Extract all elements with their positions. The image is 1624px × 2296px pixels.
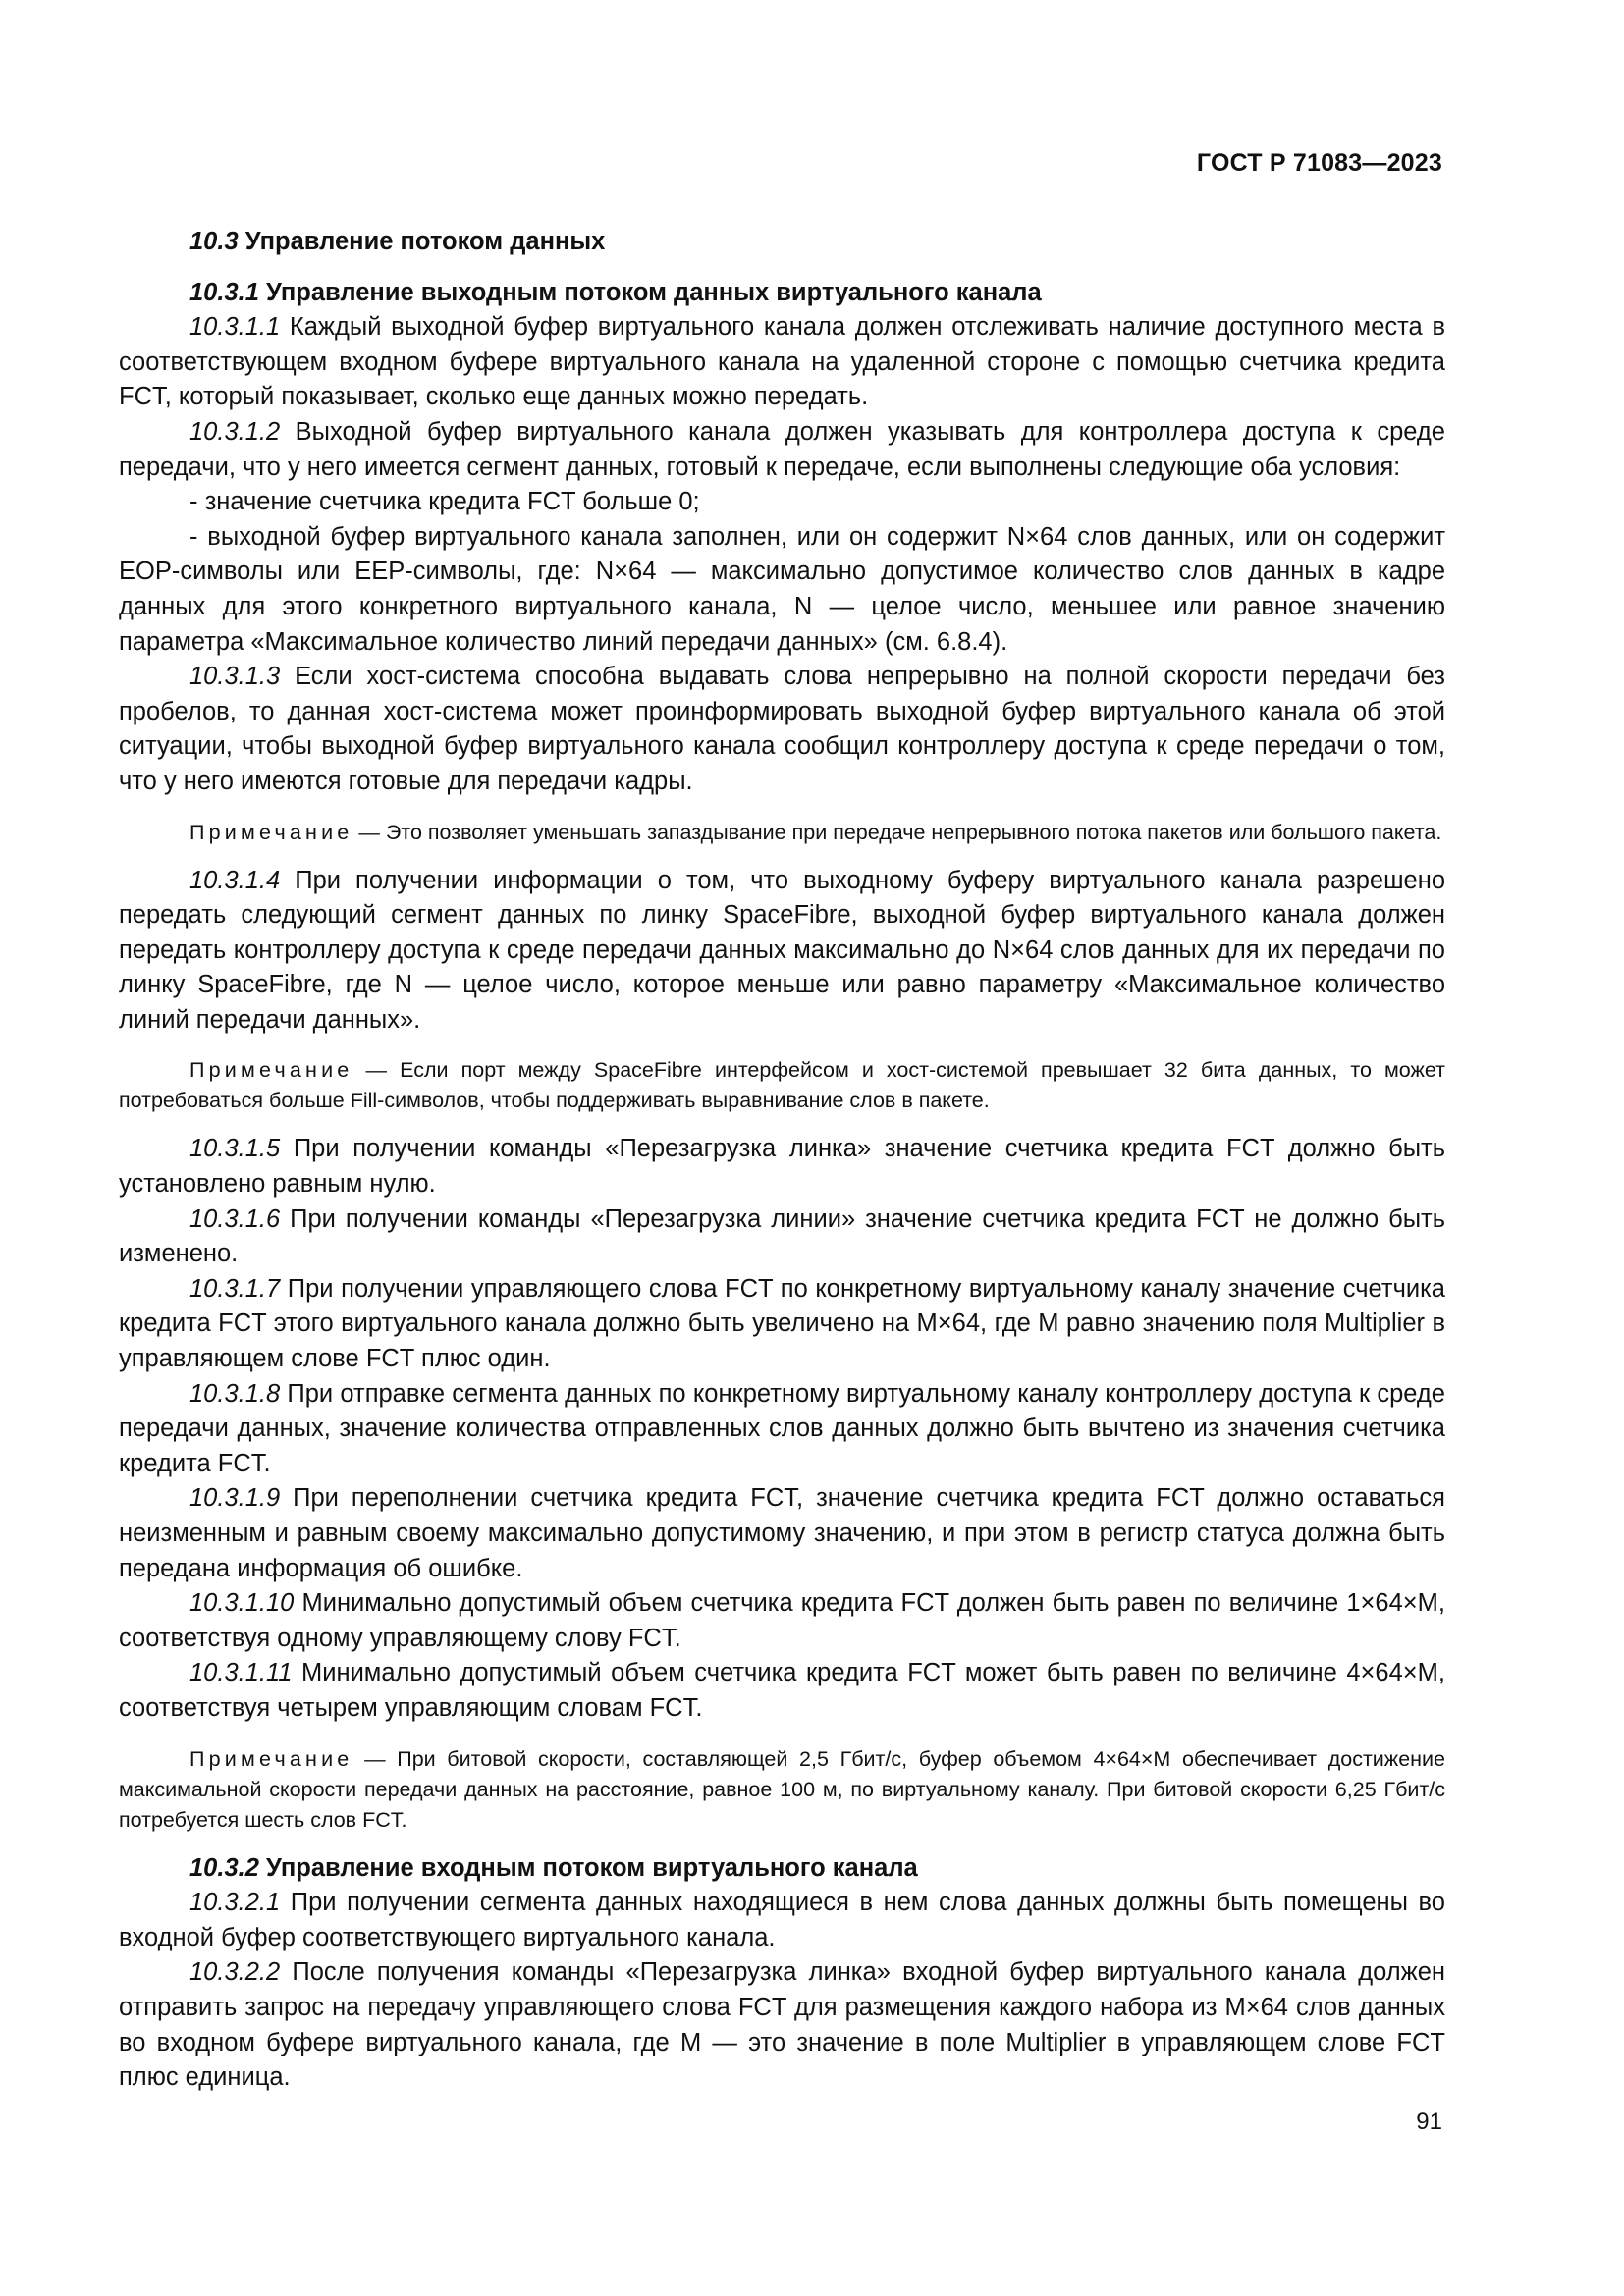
list-item: - выходной буфер виртуального канала заполнен, или он содержит N×64 слов данных, или он содержит ЕОР-символы или ЕЕР-символы, где: N×64 — максимально допустимое количество слов данных в кадре данных для этого конкретного виртуального канала, N — целое число, меньшее или равное значению параметра «Максимальное количество линий передачи данных» (см. 6.8.4). <box>119 522 1445 656</box>
subsection-number: 10.3.1 <box>189 278 259 306</box>
paragraph-text: При переполнении счетчика кредита FCT, значение счетчика кредита FCT должно оставаться неизменным и равным своему максимально допустимому значению, и при этом в регистр статуса должна быть передана информация об ошибке. <box>119 1484 1445 1582</box>
note-1 <box>119 818 1445 848</box>
paragraph-text: При получении информации о том, что выходному буферу виртуального канала разрешено передать следующий сегмент данных по линку SpaceFibre, выходной буфер виртуального канала должен передать контроллеру доступа к среде передачи данных максимально до N×64 слов данных для их передачи по линку SpaceFibre, где N — целое число, которое меньше или равно параметру «Максимальное количество линий передачи данных». <box>119 866 1445 1034</box>
note-text: — Если порт между SpaceFibre интерфейсом и хост-системой превышает 32 бита данных, то может потребоваться больше Fill-символов, чтобы поддерживать выравнивание слов в пакете. <box>119 1058 1445 1113</box>
note-3 <box>119 1744 1445 1836</box>
note-label: Примечание <box>189 820 353 844</box>
paragraph-number: 10.3.2.2 <box>189 1958 281 1987</box>
note-2 <box>119 1055 1445 1116</box>
paragraph-text: Минимально допустимый объем счетчика кредита FCT может быть равен по величине 4×64×М, соответствуя четырем управляющим словам FCT. <box>119 1659 1445 1722</box>
subsection-heading-10-3-2 <box>119 1851 1445 1887</box>
note-text: — При битовой скорости, составляющей 2,5 Гбит/с, буфер объемом 4×64×М обеспечивает достижение максимальной скорости передачи данных на расстояние, равное 100 м, по виртуальному каналу. При битовой скорости 6,25 Гбит/с потребуется шесть слов FCT. <box>119 1746 1445 1832</box>
paragraph-10-3-1-8 <box>119 1377 1445 1482</box>
subsection-heading-10-3-1 <box>119 276 1445 311</box>
paragraph-10-3-1-4 <box>119 864 1445 1039</box>
paragraph-text: После получения команды «Перезагрузка линка» входной буфер виртуального канала должен отправить запрос на передачу управляющего слова FCT для размещения каждого набора из M×64 слов данных во входном буфере виртуального канала, где М — это значение в поле Multiplier в управляющем слове FCT плюс единица. <box>119 1958 1445 2092</box>
section-number: 10.3 <box>189 228 239 255</box>
paragraph-number: 10.3.2.1 <box>189 1889 281 1917</box>
section-title: Управление потоком данных <box>244 228 606 255</box>
paragraph-10-3-2-2 <box>119 1955 1445 2095</box>
paragraph-text: Каждый выходной буфер виртуального канала должен отслеживать наличие доступного места в соответствующем входном буфере виртуального канала на удаленной стороне с помощью счетчика кредита FCT, который показывает, сколько еще данных можно передать. <box>119 313 1445 411</box>
paragraph-10-3-1-10 <box>119 1586 1445 1656</box>
note-label: Примечание <box>189 1058 353 1083</box>
paragraph-text: Если хост-система способна выдавать слова непрерывно на полной скорости передачи без пробелов, то данная хост-система может проинформировать выходной буфер виртуального канала об этой ситуации, чтобы выходной буфер виртуального канала сообщил контроллеру доступа к среде передачи о том, что у него имеются готовые для передачи кадры. <box>119 663 1445 795</box>
paragraph-10-3-2-1 <box>119 1886 1445 1955</box>
paragraph-10-3-1-3 <box>119 660 1445 799</box>
paragraph-number: 10.3.1.2 <box>189 417 281 446</box>
paragraph-10-3-1-7 <box>119 1272 1445 1377</box>
subsection-title: Управление выходным потоком данных виртуального канала <box>266 278 1042 306</box>
paragraph-number: 10.3.1.5 <box>189 1135 281 1163</box>
paragraph-number: 10.3.1.7 <box>189 1274 281 1303</box>
note-text: — Это позволяет уменьшать запаздывание при передаче непрерывного потока пакетов или большого пакета. <box>352 820 1442 844</box>
paragraph-text: Выходной буфер виртуального канала должен указывать для контроллера доступа к среде передачи, что у него имеется сегмент данных, готовый к передаче, если выполнены следующие оба условия: <box>119 417 1445 481</box>
list-item: - значение счетчика кредита FCT больше 0; <box>189 488 700 516</box>
paragraph-number: 10.3.1.1 <box>189 313 281 342</box>
paragraph-number: 10.3.1.9 <box>189 1484 281 1513</box>
paragraph-10-3-1-5 <box>119 1132 1445 1201</box>
page-content <box>119 225 1445 2096</box>
paragraph-10-3-1-2 <box>119 415 1445 485</box>
paragraph-number: 10.3.1.3 <box>189 663 281 691</box>
paragraph-number: 10.3.1.8 <box>189 1379 281 1408</box>
paragraph-10-3-1-11 <box>119 1656 1445 1726</box>
document-code: ГОСТ Р 71083—2023 <box>1196 149 1442 177</box>
page-number: 91 <box>1416 2109 1442 2135</box>
paragraph-number: 10.3.1.11 <box>189 1659 293 1687</box>
subsection-title: Управление входным потоком виртуального канала <box>266 1853 918 1882</box>
paragraph-10-3-1-1 <box>119 310 1445 415</box>
paragraph-number: 10.3.1.4 <box>189 866 281 894</box>
paragraph-text: Минимально допустимый объем счетчика кредита FCT должен быть равен по величине 1×64×М, соответствуя одному управляющему слову FCT. <box>119 1589 1445 1652</box>
paragraph-number: 10.3.1.10 <box>189 1589 295 1618</box>
subsection-number: 10.3.2 <box>189 1853 259 1882</box>
note-label: Примечание <box>189 1746 353 1771</box>
paragraph-text: При отправке сегмента данных по конкретному виртуальному каналу контроллеру доступа к среде передачи данных, значение количества отправленных слов данных должно быть вычтено из значения счетчика кредита FCT. <box>119 1379 1445 1477</box>
paragraph-10-3-1-9 <box>119 1481 1445 1586</box>
section-heading <box>119 225 1445 260</box>
paragraph-text: При получении команды «Перезагрузка линии» значение счетчика кредита FCT не должно быть изменено. <box>119 1204 1445 1268</box>
paragraph-text: При получении управляющего слова FCT по конкретному виртуальному каналу значение счетчика кредита FCT этого виртуального канала должно быть увеличено на M×64, где M равно значению поля Multiplier в управляющем слове FCT плюс один. <box>119 1274 1445 1373</box>
paragraph-text: При получении сегмента данных находящиеся в нем слова данных должны быть помещены во входной буфер соответствующего виртуального канала. <box>119 1889 1445 1951</box>
paragraph-text: При получении команды «Перезагрузка линка» значение счетчика кредита FCT должно быть установлено равным нулю. <box>119 1135 1445 1199</box>
paragraph-10-3-1-6 <box>119 1202 1445 1272</box>
paragraph-number: 10.3.1.6 <box>189 1204 281 1233</box>
